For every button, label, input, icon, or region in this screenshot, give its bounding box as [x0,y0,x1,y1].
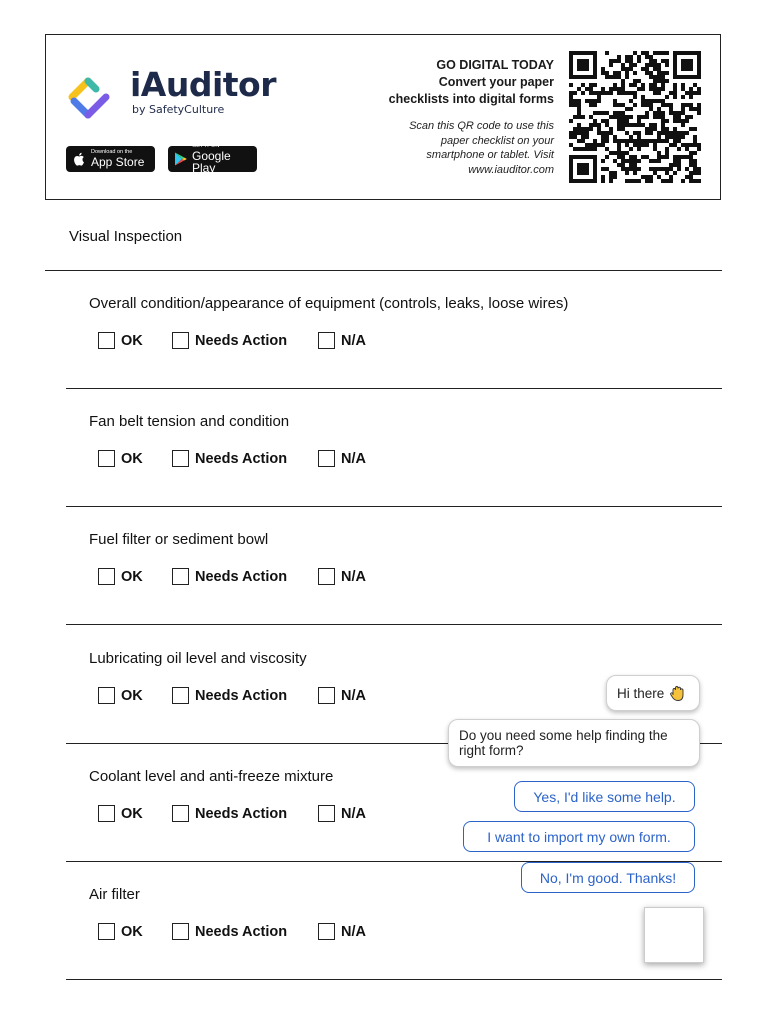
question-label: Fan belt tension and condition [89,413,290,430]
option-needs-action[interactable] [172,450,287,467]
section-divider [45,270,722,271]
checkbox-needs-action[interactable] [172,805,189,822]
option-label: N/A [341,450,366,467]
option-needs-action[interactable] [172,923,287,940]
option-label: Needs Action [195,805,288,822]
option-ok[interactable] [98,687,143,704]
checkbox-ok[interactable] [98,805,115,822]
cta-block [389,57,554,108]
checkbox-ok[interactable] [98,923,115,940]
option-needs-action[interactable] [172,568,287,585]
chat-greeting-text: Hi there [617,685,665,701]
chat-question-line: Do you need some help finding the [459,728,668,743]
checkbox-na[interactable] [318,332,335,349]
option-na[interactable] [318,332,366,349]
google-play-button[interactable] [168,143,257,175]
waving-hand-icon [669,685,686,702]
option-label: OK [121,332,143,349]
option-label: N/A [341,923,366,940]
app-store-label: App Store [91,154,145,169]
option-label: Needs Action [195,923,288,940]
question-divider [66,388,722,389]
checkbox-needs-action[interactable] [172,332,189,349]
reply-help-button[interactable]: Yes, I'd like some help. [514,781,695,812]
checkbox-ok[interactable] [98,450,115,467]
checkbox-ok[interactable] [98,687,115,704]
qr-instructions-line: paper checklist on your [440,134,554,147]
cta-line-1: Convert your paper [438,75,554,89]
cta-title: GO DIGITAL TODAY [436,58,554,72]
option-label: Needs Action [195,332,288,349]
option-na[interactable] [318,450,366,467]
brand-subtitle: by SafetyCulture [132,103,225,116]
option-needs-action[interactable] [172,805,287,822]
option-na[interactable] [318,923,366,940]
option-na[interactable] [318,687,366,704]
chat-question-line: right form? [459,743,524,758]
cta-line-2: checklists into digital forms [388,92,554,106]
option-na[interactable] [318,568,366,585]
question-label: Coolant level and anti-freeze mixture [89,768,334,785]
app-promo-banner [45,34,721,200]
google-play-small-label: GET IT ON [192,143,220,150]
chat-question-bubble [448,719,700,767]
option-label: OK [121,687,143,704]
qr-instructions-line: Scan this QR code to use this [409,120,554,132]
question-label: Fuel filter or sediment bowl [89,531,269,548]
checkbox-na[interactable] [318,568,335,585]
option-label: Needs Action [195,568,288,585]
option-label: OK [121,805,143,822]
option-label: Needs Action [195,450,288,467]
section-title: Visual Inspection [69,228,183,245]
checkbox-needs-action[interactable] [172,687,189,704]
option-label: OK [121,923,143,940]
option-ok[interactable] [98,450,143,467]
question-divider [66,506,722,507]
apple-icon [72,152,86,166]
qr-instructions-line: www.iauditor.com [468,163,554,176]
reply-decline-button[interactable]: No, I'm good. Thanks! [521,862,695,893]
option-label: OK [121,568,143,585]
app-store-small-label: Download on the [91,149,133,156]
checkbox-needs-action[interactable] [172,568,189,585]
brand-name: iAuditor [130,65,276,104]
option-ok[interactable] [98,923,143,940]
qr-instructions-line: smartphone or tablet. Visit [426,149,554,161]
qr-code-icon[interactable] [568,51,702,183]
checkbox-needs-action[interactable] [172,923,189,940]
option-label: N/A [341,805,366,822]
option-ok[interactable] [98,332,143,349]
checkbox-na[interactable] [318,450,335,467]
google-play-label: Google Play [192,148,231,175]
option-label: N/A [341,687,366,704]
question-label: Overall condition/appearance of equipment (controls, leaks, loose wires) [89,295,569,312]
option-ok[interactable] [98,568,143,585]
checkbox-na[interactable] [318,923,335,940]
app-store-button[interactable] [66,146,155,172]
checkbox-ok[interactable] [98,332,115,349]
option-ok[interactable] [98,805,143,822]
checkbox-needs-action[interactable] [172,450,189,467]
reply-import-form-button[interactable]: I want to import my own form. [463,821,695,852]
iauditor-logo-icon [66,67,122,123]
google-play-icon [174,152,187,166]
question-divider [66,979,722,980]
option-label: N/A [341,568,366,585]
chat-launcher-button[interactable] [644,907,704,963]
checkbox-na[interactable] [318,687,335,704]
option-label: OK [121,450,143,467]
option-label: Needs Action [195,687,288,704]
question-label: Lubricating oil level and viscosity [89,650,307,667]
qr-instructions [394,119,554,177]
question-divider [66,624,722,625]
checkbox-na[interactable] [318,805,335,822]
checkbox-ok[interactable] [98,568,115,585]
option-needs-action[interactable] [172,332,287,349]
option-na[interactable] [318,805,366,822]
option-needs-action[interactable] [172,687,287,704]
chat-greeting-bubble [606,675,700,711]
option-label: N/A [341,332,366,349]
question-label: Air filter [89,886,140,903]
